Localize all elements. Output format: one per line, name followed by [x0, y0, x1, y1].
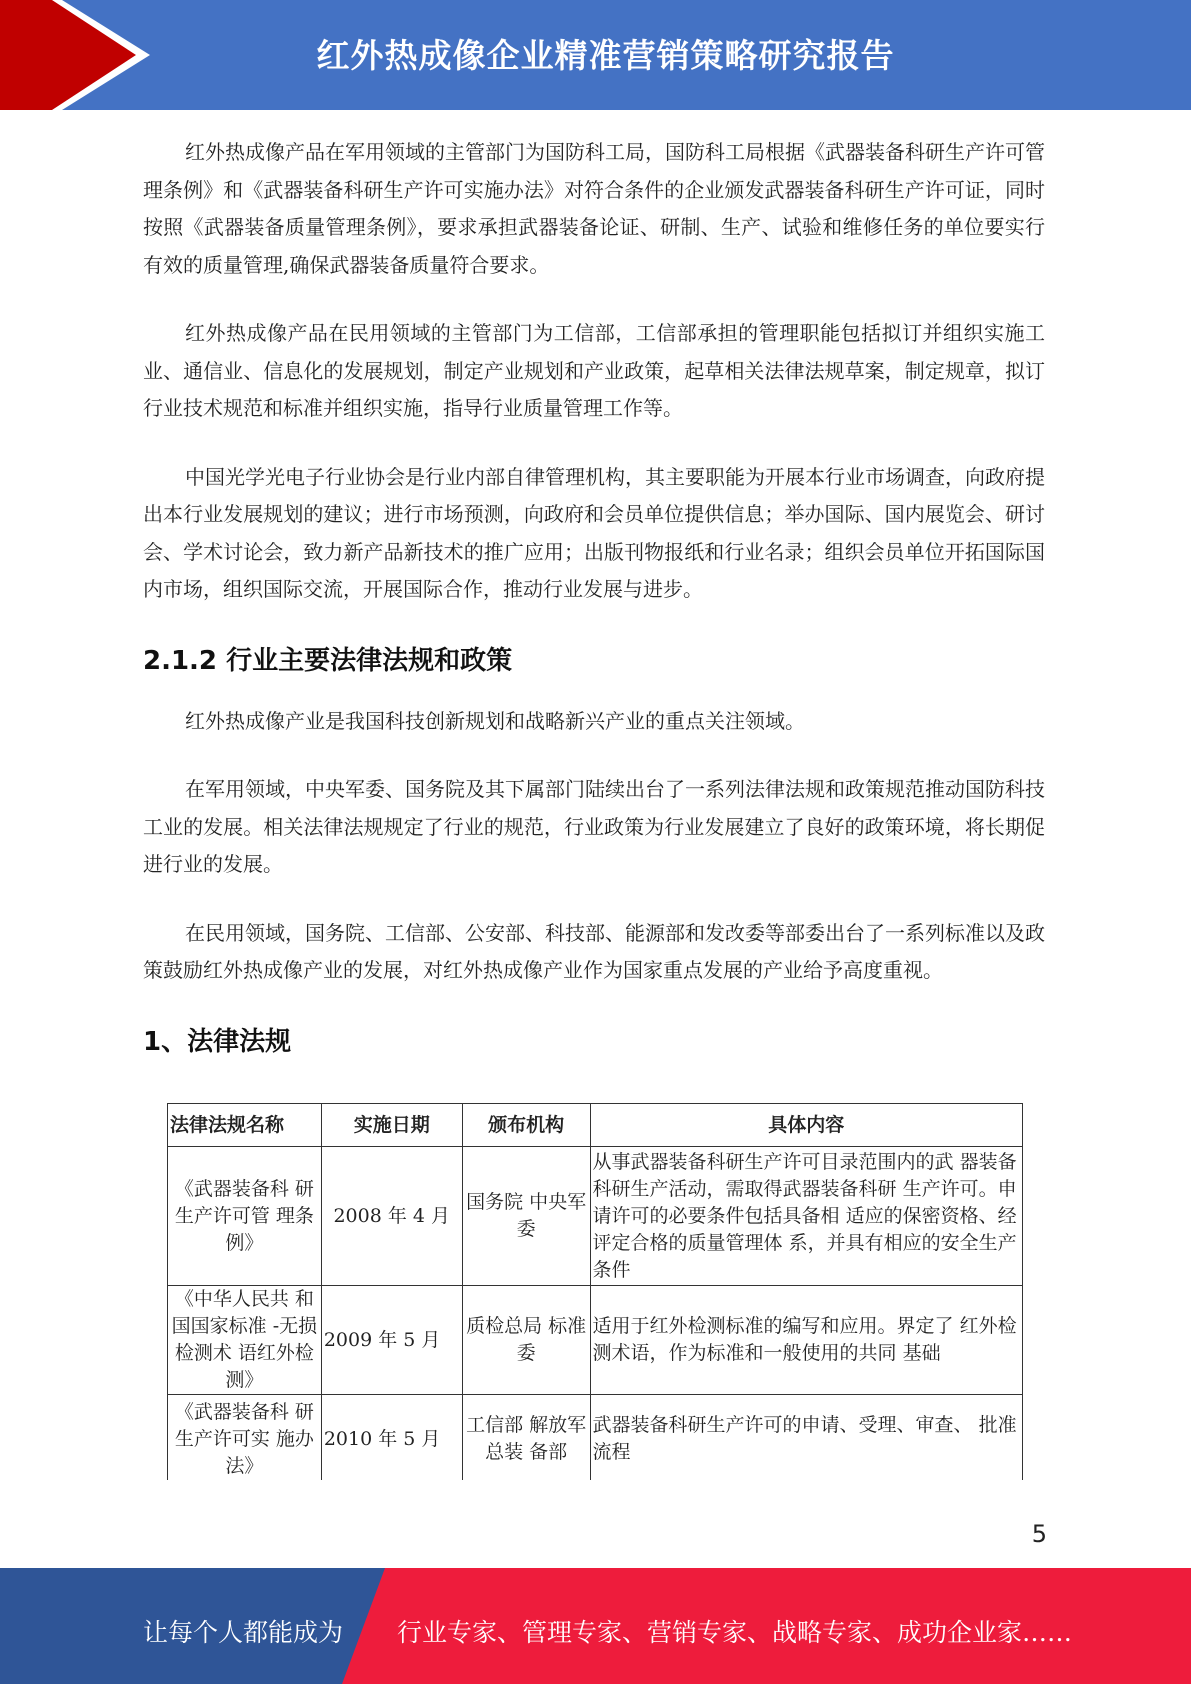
section-heading: 2.1.2 行业主要法律法规和政策	[143, 645, 513, 676]
laws-table	[167, 1103, 1023, 1484]
page-break-mask	[160, 1480, 1040, 1492]
column-header: 实施日期	[321, 1104, 462, 1147]
paragraph: 在民用领域，国务院、工信部、公安部、科技部、能源部和发改委等部委出台了一系列标准以及政策鼓励红外热成像产业的发展，对红外热成像产业作为国家重点发展的产业给予高度重视。	[143, 920, 1045, 982]
table-cell: 质检总局 标准委	[462, 1286, 590, 1395]
paragraph: 中国光学光电子行业协会是行业内部自律管理机构，其主要职能为开展本行业市场调查，向政府提出本行业发展规划的建议；进行市场预测，向政府和会员单位提供信息；举办国际、国内展览会、研讨会、学术讨论会，致力新产品新技术的推广应用；出版刊物报纸和行业名录；组织会员单位开拓国际国内市场，组织国际交流，开展国际合作，推动行业发展与进步。	[143, 464, 1045, 601]
table-cell: 工信部 解放军总装 备部	[462, 1395, 590, 1484]
table-row	[168, 1147, 1023, 1286]
paragraph: 在军用领域，中央军委、国务院及其下属部门陆续出台了一系列法律法规和政策规范推动国防科技工业的发展。相关法律法规规定了行业的规范，行业政策为行业发展建立了良好的政策环境，将长期促进行业的发展。	[143, 777, 1045, 876]
document-title: 红外热成像企业精准营销策略研究报告	[316, 36, 895, 75]
footer-slogan-left: 让每个人都能成为	[143, 1618, 344, 1647]
table-cell: 《武器装备科 研生产许可管 理条例》	[168, 1147, 322, 1286]
table-cell: 2009 年 5 月	[321, 1286, 462, 1395]
main-content	[143, 134, 1045, 1088]
table-cell: 从事武器装备科研生产许可目录范围内的武 器装备科研生产活动，需取得武器装备科研 生产许可。申请许可的必要条件包括具备相 适应的保密资格、经评定合格的质量管理体 系，并具有相应的安全生产条件	[590, 1147, 1022, 1286]
table-cell: 适用于红外检测标准的编写和应用。界定了 红外检测术语，作为标准和一般使用的共同 基础	[590, 1286, 1022, 1395]
header-banner	[0, 0, 1191, 110]
table-header-row	[168, 1104, 1023, 1147]
table-row	[168, 1395, 1023, 1484]
column-header: 具体内容	[590, 1104, 1022, 1147]
footer-slogan-right: 行业专家、管理专家、营销专家、战略专家、成功企业家……	[397, 1618, 1073, 1647]
footer-banner	[0, 1568, 1191, 1684]
table-cell: 武器装备科研生产许可的申请、受理、审查、 批准流程	[590, 1395, 1022, 1484]
column-header: 法律法规名称	[168, 1104, 322, 1147]
paragraph: 红外热成像产品在民用领域的主管部门为工信部，工信部承担的管理职能包括拟订并组织实施工业、通信业、信息化的发展规划，制定产业规划和产业政策，起草相关法律法规草案，制定规章，拟订行业技术规范和标准并组织实施，指导行业质量管理工作等。	[143, 321, 1045, 420]
paragraph: 红外热成像产业是我国科技创新规划和战略新兴产业的重点关注领域。	[185, 708, 805, 733]
table-row	[168, 1286, 1023, 1395]
table-cell: 《武器装备科 研生产许可实 施办法》	[168, 1395, 322, 1484]
page-number: 5	[1031, 1520, 1047, 1548]
column-header: 颁布机构	[462, 1104, 590, 1147]
table-cell: 2008 年 4 月	[321, 1147, 462, 1286]
table-cell: 国务院 中央军委	[462, 1147, 590, 1286]
paragraph: 红外热成像产品在军用领域的主管部门为国防科工局，国防科工局根据《武器装备科研生产许可管理条例》和《武器装备科研生产许可实施办法》对符合条件的企业颁发武器装备科研生产许可证，同时按照《武器装备质量管理条例》，要求承担武器装备论证、研制、生产、试验和维修任务的单位要实行有效的质量管理,确保武器装备质量符合要求。	[143, 140, 1045, 277]
table-cell: 《中华人民共 和国国家标准 -无损检测术 语红外检测》	[168, 1286, 322, 1395]
table-cell: 2010 年 5 月	[321, 1395, 462, 1484]
list-heading: 1、法律法规	[143, 1026, 292, 1057]
